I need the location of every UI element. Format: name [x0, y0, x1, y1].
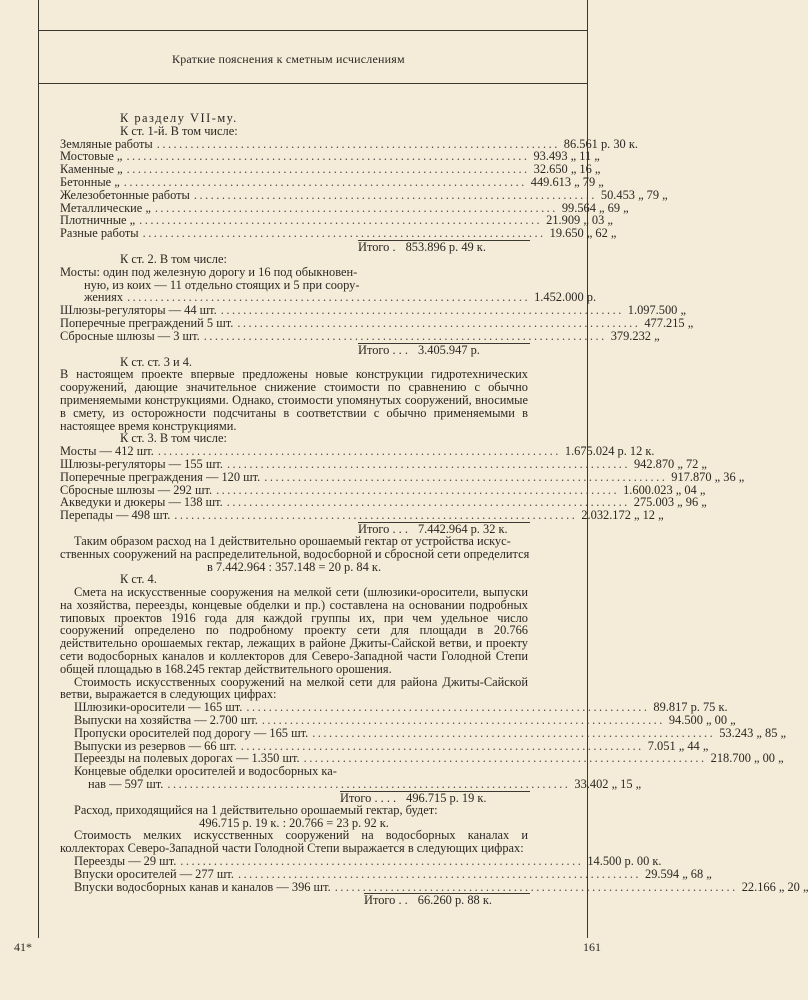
list-item: нав — 597 шт. ........................................................................ 33.402 „ 15 „ — [88, 777, 642, 792]
list-item: Каменные „ ........................................................................ 32.650 „ 16 „ — [60, 162, 601, 177]
section-title: К разделу VII-му. — [120, 111, 238, 125]
st4-total: Итого . . . . 496.715 р. 19 к. — [60, 791, 530, 804]
list-item: Выпуски на хозяйства — 2.700 шт. ........................................................................ 94.500 „ 00 „ — [74, 713, 736, 728]
st4-small-intro: Стоимость мелких искусственных сооружений на водосборных каналах и коллекторах Северо-Западной части Голодной Степи выражается в следующих цифрах: — [60, 828, 528, 856]
st2-list — [60, 303, 694, 343]
st3-total: Итого . . . 7.442.964 р. 32 к. — [60, 522, 530, 535]
list-item: Поперечные преграждений 5 шт. ........................................................................ 477.215 „ — [60, 315, 694, 330]
st3-heading: К ст. 3. В том числе: — [120, 431, 227, 446]
page-number: 161 — [583, 940, 601, 954]
list-item: Переезды — 29 шт. ........................................................................ 14.500 р. 00 к. — [74, 854, 662, 869]
frame-left-line — [38, 0, 39, 938]
st4-heading: К ст. 4. — [120, 572, 157, 587]
list-item: Сбросные шлюзы — 3 шт. ........................................................................ 379.232 „ — [60, 328, 660, 343]
st2-bridges-line1: Мосты: один под железную дорогу и 16 под обыкновен- — [60, 264, 358, 279]
st34-heading: К ст. ст. 3 и 4. — [120, 354, 193, 369]
list-item: Переезды на полевых дорогах — 1.350 шт. ........................................................................ 218.700 „ 00 „ — [74, 751, 784, 766]
list-item: Мосты — 412 шт. ........................................................................ 1.675.024 р. 12 к. — [60, 444, 655, 459]
list-item: Металлические „ ........................................................................ 99.564 „ 69 „ — [60, 200, 629, 215]
st34-paragraph: В настоящем проекте впервые предложены новые конструкции гидротехнических сооружений, дающие значительное снижение стоимости по сравнению с обычно применяемыми конструкциями. Однако, стоимости упомянутых сооружений, вносимые в смету, из осторожности подсчитаны в соответствии с обычно применяемыми в настоящее время конструкциями. — [60, 367, 528, 433]
list-item: Сбросные шлюзы — 292 шт. ........................................................................ 1.600.023 „ 04 „ — [60, 482, 706, 497]
list-item: Мостовые „ ........................................................................ 93.493 „ 11 „ — [60, 149, 600, 164]
st4-paragraph: Смета на искусственные сооружения на мелкой сети (шлюзики-оросители, выпуски на хозяйства, переезды, концевые обделки и пр.) составлена на основании подробных типовых проектов 1916 года для каждой группы их, при чем удельное число сооружений определено по подробному проекту сети для площади в 20.766 действительно орошаемых гектар, лежащих в районе Джиты-Сайской ветви, и проекту сети водосборных каналов и коллекторов для Северо-Западной части Голодной Степи общей площадью в 168.245 гектар действительного орошения. — [60, 585, 528, 676]
list-item: Плотничные „ ........................................................................ 21.909 „ 03 „ — [60, 213, 613, 228]
list-item: Железобетонные работы ........................................................................ 50.453 „ 79 „ — [60, 187, 668, 202]
list-item: Поперечные преграждения — 120 шт. ........................................................................ 917.870 „ 36 „ — [60, 469, 745, 484]
st4-per-hectare-line: Расход, приходящийся на 1 действительно орошаемый гектар, будет: — [74, 802, 438, 817]
st2-heading: К ст. 2. В том числе: — [120, 251, 227, 266]
st3-list — [60, 444, 745, 523]
list-item: Шлюзы-регуляторы — 44 шт. ........................................................................ 1.097.500 „ — [60, 303, 686, 318]
list-item: Разные работы ........................................................................ 19.650 „ 62 „ — [60, 226, 617, 241]
list-item: Выпуски из резервов — 66 шт. ........................................................................ 7.051 „ 44 „ — [74, 738, 709, 753]
st3-conclusion-line1: Таким образом расход на 1 действительно орошаемый гектар от устройства искус- — [74, 533, 511, 548]
st4-per-hectare-formula: 496.715 р. 19 к. : 20.766 = 23 р. 92 к. — [199, 815, 389, 830]
list-item: Перепады — 498 шт. ........................................................................ 2.032.172 „ 12 „ — [60, 508, 664, 523]
footer-left-mark: 41* — [14, 940, 32, 954]
list-item: Бетонные „ ........................................................................ 449.613 „ 79 „ — [60, 174, 604, 189]
st1-list — [60, 136, 668, 241]
header-top-rule — [38, 30, 588, 31]
list-item: Впуски водосборных канав и каналов — 396 шт. ........................................................................ 22.166 „ 20 „ — [74, 879, 808, 894]
st4-list — [60, 700, 786, 792]
page-header-title: Краткие пояснения к сметным исчислениям — [172, 52, 405, 66]
st4-small-list — [60, 854, 808, 894]
list-item: Акведуки и дюкеры — 138 шт. ........................................................................ 275.003 „ 96 „ — [60, 495, 707, 510]
st4-cost-intro: Стоимость искусственных сооружений на мелкой сети для района Джиты-Сайской ветви, выражается в следующих цифрах: — [60, 674, 528, 702]
list-item: Шлюзики-оросители — 165 шт. ........................................................................ 89.817 р. 75 к. — [74, 700, 728, 715]
st2-bridges-row: жениях ........................................................................ 1.452.000 р. — [84, 290, 597, 305]
st4-small-total: Итого . . 66.260 р. 88 к. — [60, 893, 530, 906]
header-rule — [38, 83, 588, 84]
st2-total: Итого . . . 3.405.947 р. — [60, 343, 530, 356]
st2-bridges-line2: ную, из коих — 11 отдельно стоящих и 5 при соору- — [84, 277, 360, 292]
list-item: Шлюзы-регуляторы — 155 шт. ........................................................................ 942.870 „ 72 „ — [60, 456, 707, 471]
page-body — [60, 111, 808, 908]
list-item: Земляные работы ........................................................................ 86.561 р. 30 к. — [60, 136, 638, 151]
st3-conclusion-line2: ственных сооружений на распределительной, водосборной и сбросной сети определится — [60, 546, 530, 561]
st3-conclusion-formula: в 7.442.964 : 357.148 = 20 р. 84 к. — [206, 559, 382, 574]
list-item: Пропуски оросителей под дорогу — 165 шт. ........................................................................ 53.243 „ 85 „ — [74, 725, 786, 740]
list-item: Концевые обделки оросителей и водосборных ка- — [74, 764, 337, 779]
st1-total: Итого . 853.896 р. 49 к. — [60, 240, 530, 253]
list-item: Впуски оросителей — 277 шт. ........................................................................ 29.594 „ 68 „ — [74, 866, 712, 881]
st1-heading: К ст. 1-й. В том числе: — [120, 123, 238, 138]
